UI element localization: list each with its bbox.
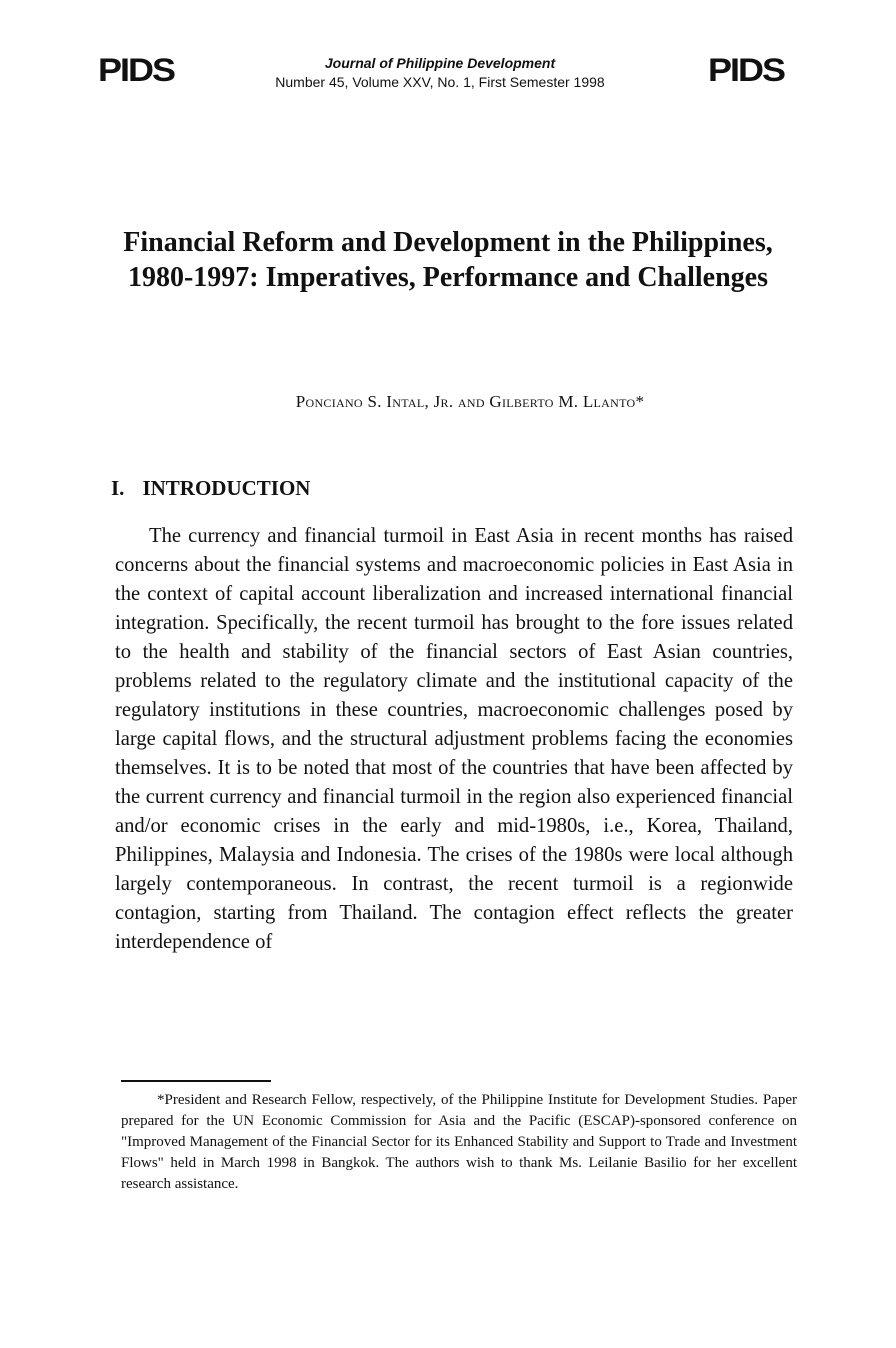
pids-logo-right: PIDS <box>708 51 785 88</box>
journal-issue: Number 45, Volume XXV, No. 1, First Semester 1998 <box>275 74 605 90</box>
journal-name: Journal of Philippine Development <box>324 55 556 71</box>
footnote-divider <box>121 1080 271 1082</box>
section-title: INTRODUCTION <box>142 476 311 500</box>
section-number: I. <box>111 476 125 500</box>
pids-logo-left: PIDS <box>98 51 175 88</box>
section-heading <box>111 476 310 501</box>
article-authors: Ponciano S. Intal, Jr. and Gilberto M. Llanto* <box>295 392 645 411</box>
journal-header <box>200 54 680 92</box>
article-title: Financial Reform and Development in the Philippines, 1980-1997: Imperatives, Performance and Challenges <box>123 227 773 293</box>
introduction-paragraph: The currency and financial turmoil in East Asia in recent months has raised concerns about the financial systems and macroeconomic policies in East Asia in the context of capital account liberalization and increased international financial integration. Specifically, the recent turmoil has brought to the fore issues related to the health and stability of the financial sectors of East Asian countries, problems related to the regulatory climate and the institutional capacity of the regulatory institutions in these countries, macroeconomic challenges posed by large capital flows, and the structural adjustment problems facing the economies themselves. It is to be noted that most of the countries that have been affected by the current currency and financial turmoil in the region also experienced financial and/or economic crises in the early and mid-1980s, i.e., Korea, Thailand, Philippines, Malaysia and Indonesia. The crises of the 1980s were local although largely contemporaneous. In contrast, the recent turmoil is a regionwide contagion, starting from Thailand. The contagion effect reflects the greater interdependence of <box>115 525 793 953</box>
author-footnote: *President and Research Fellow, respectively, of the Philippine Institute for Development Studies. Paper prepared for the UN Economic Commission for Asia and the Pacific (ESCAP)-sponsored conference on "Improved Management of the Financial Sector for its Enhanced Stability and Support to Trade and Investment Flows" held in March 1998 in Bangkok. The authors wish to thank Ms. Leilanie Basilio for her excellent research assistance. <box>121 1092 797 1192</box>
